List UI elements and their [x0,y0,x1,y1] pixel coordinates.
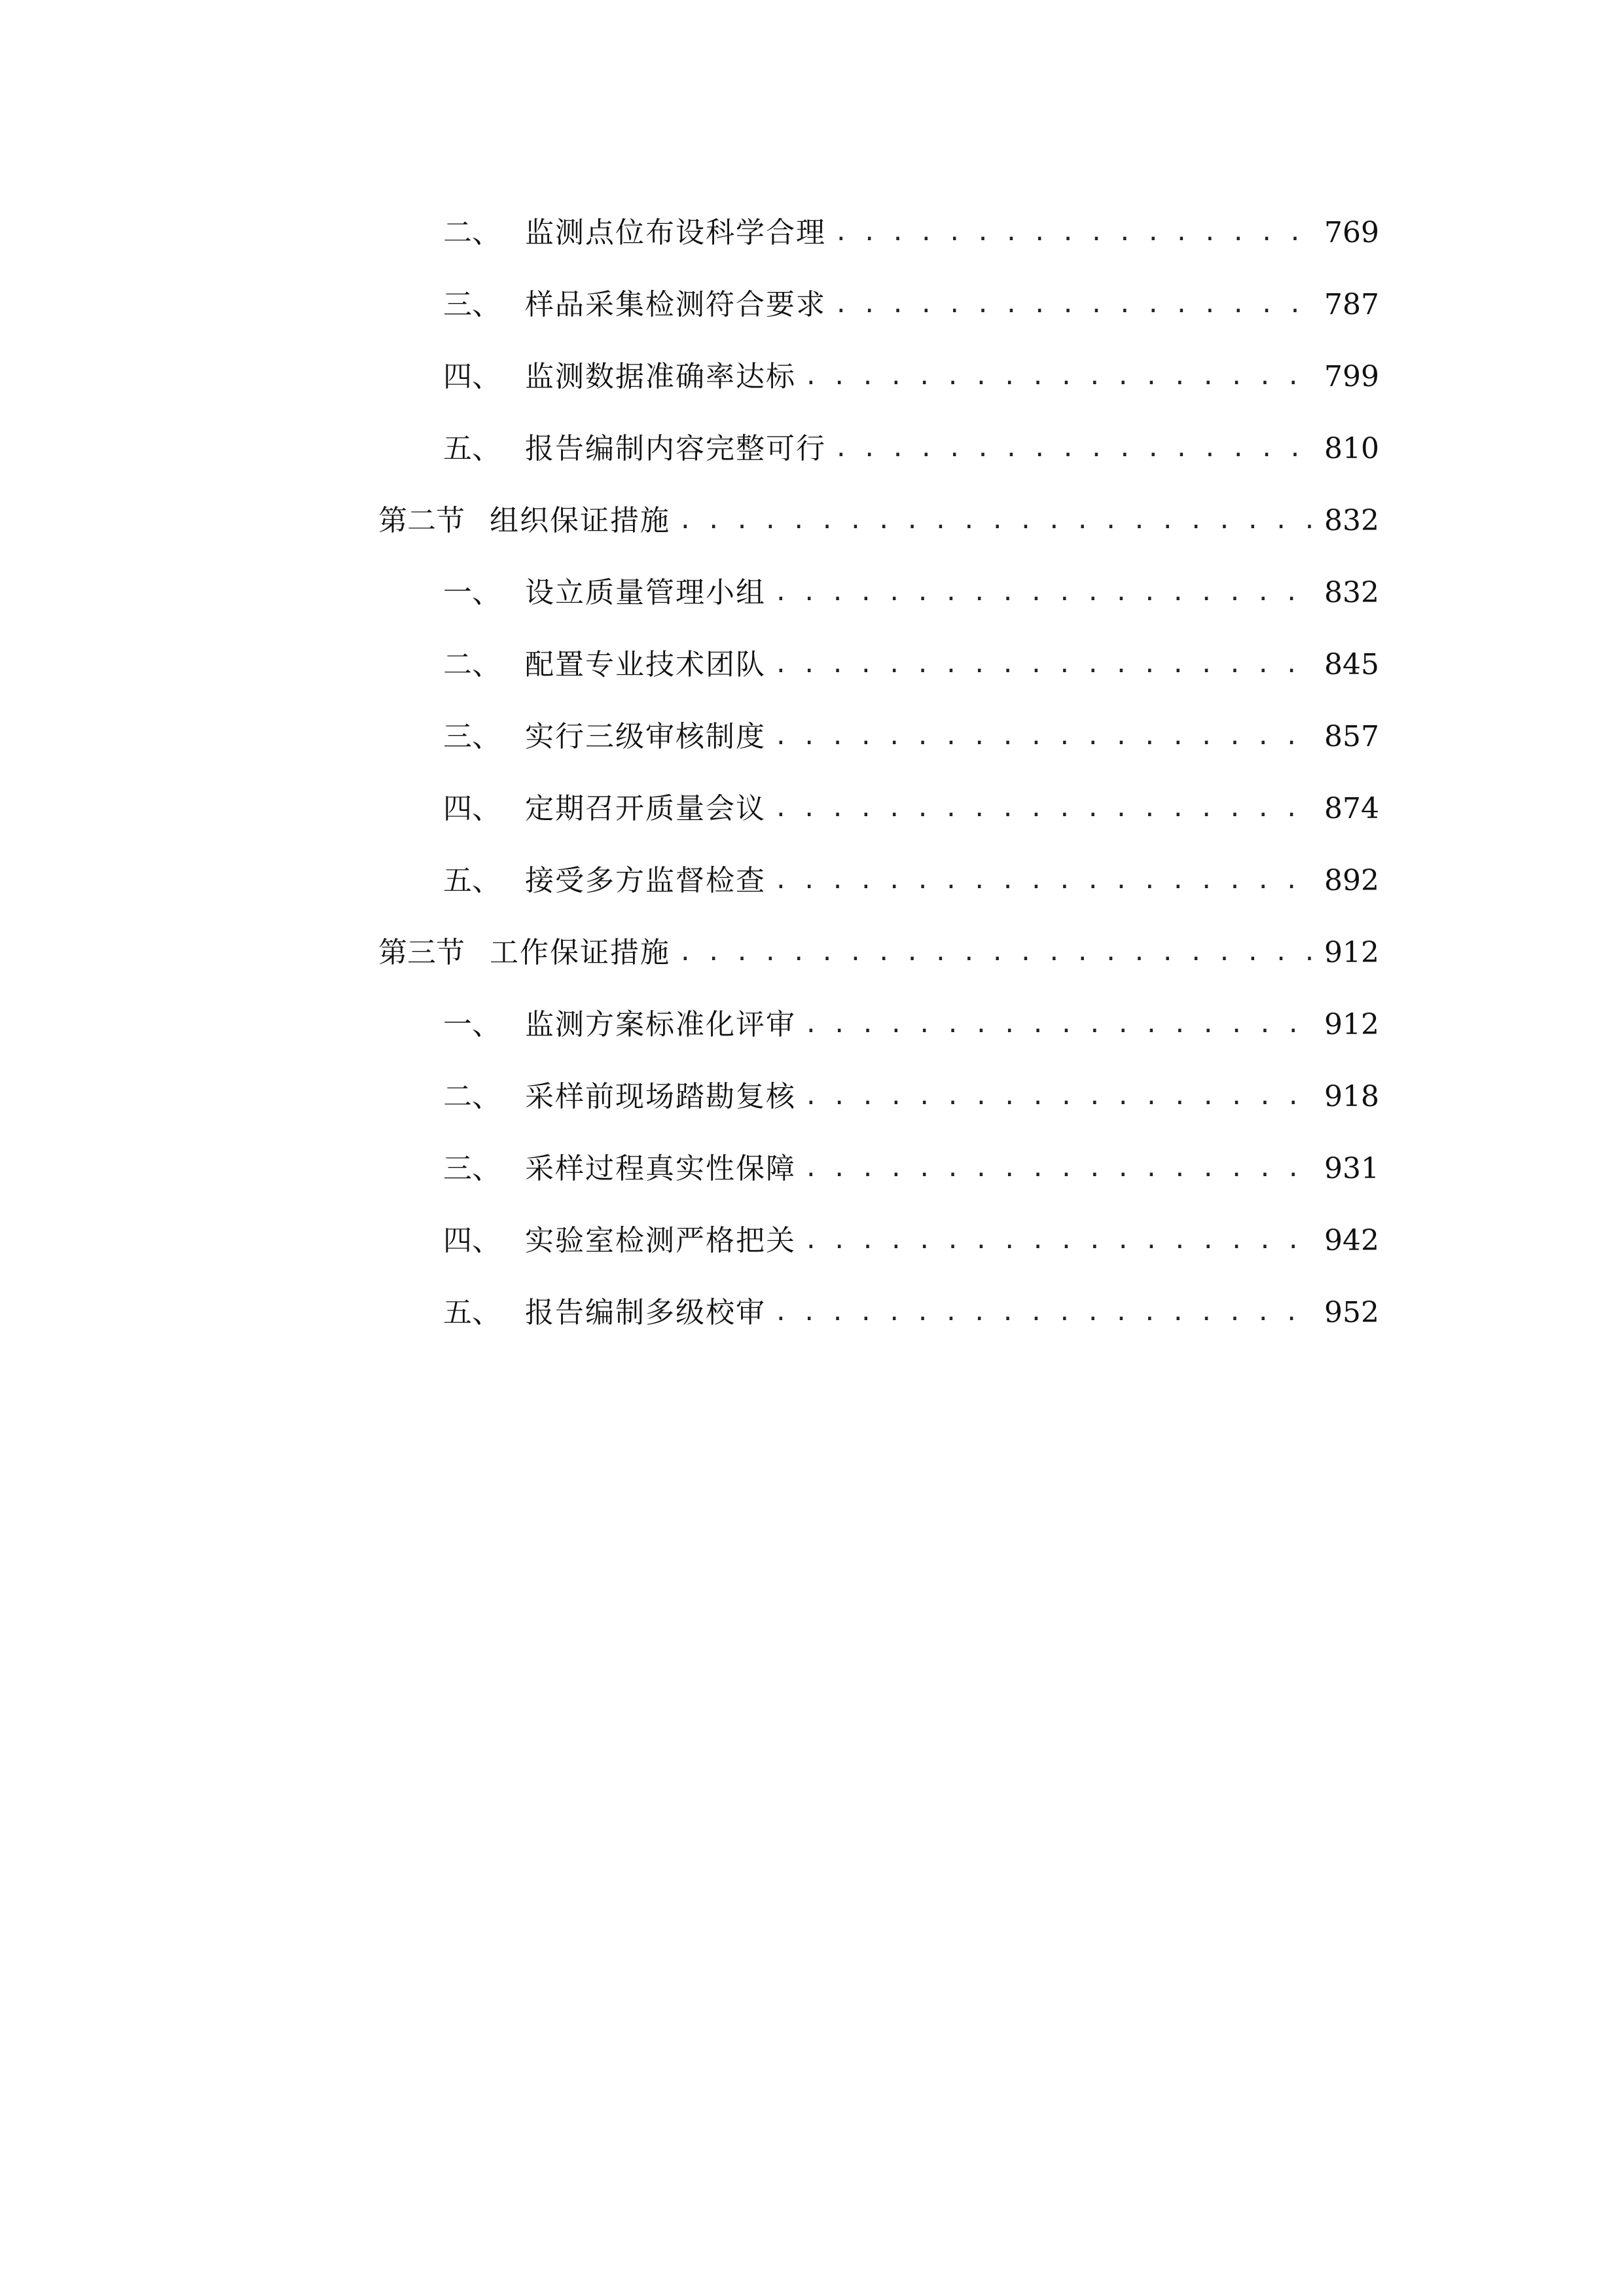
toc-entry-title: 监测数据准确率达标 [525,360,796,393]
toc-entry[interactable] [443,780,1379,827]
toc-entry[interactable] [443,1212,1379,1259]
toc-dot-leader [834,431,1315,467]
toc-entry-page: 769 [1324,216,1379,249]
toc-entry[interactable] [443,564,1379,611]
toc-entry-number: 二、 [443,648,501,681]
toc-entry[interactable] [443,348,1379,395]
toc-entry-title: 采样前现场踏勘复核 [525,1080,796,1113]
toc-entry-number: 一、 [443,576,501,609]
toc-dot-leader [678,935,1315,971]
toc-dot-leader [774,863,1315,899]
toc-dot-leader [804,359,1315,395]
toc-dot-leader [834,287,1315,323]
toc-entry-page: 787 [1324,288,1379,321]
toc-entry-page: 857 [1324,720,1379,753]
toc-entry-title: 报告编制多级校审 [525,1296,766,1329]
toc-dot-leader [804,1151,1315,1187]
toc-section-entry[interactable] [378,492,1379,539]
toc-dot-leader [804,1223,1315,1259]
toc-entry[interactable] [443,996,1379,1043]
toc-dot-leader [774,719,1315,755]
toc-section-page: 912 [1324,936,1379,969]
toc-entry-title: 采样过程真实性保障 [525,1152,796,1185]
toc-entry-number: 二、 [443,216,501,249]
toc-entry-number: 四、 [443,360,501,393]
toc-dot-leader [774,1295,1315,1331]
toc-dot-leader [774,575,1315,611]
toc-entry[interactable] [443,636,1379,683]
toc-entry-page: 874 [1324,792,1379,825]
toc-entry[interactable] [443,1140,1379,1187]
toc-entry-number: 三、 [443,288,501,321]
toc-entry-number: 二、 [443,1080,501,1113]
toc-dot-leader [774,791,1315,827]
toc-entry-title: 样品采集检测符合要求 [525,288,826,321]
toc-entry[interactable] [443,708,1379,755]
toc-entry-page: 942 [1324,1224,1379,1257]
toc-dot-leader [678,503,1315,539]
toc-entry-title: 配置专业技术团队 [525,648,766,681]
toc-entry-number: 三、 [443,1152,501,1185]
toc-entry-page: 810 [1324,432,1379,465]
toc-entry[interactable] [443,852,1379,899]
toc-entry-page: 892 [1324,864,1379,897]
toc-entry-number: 一、 [443,1008,501,1041]
toc-entry-title: 监测方案标准化评审 [525,1008,796,1041]
toc-entry-page: 952 [1324,1296,1379,1329]
toc-entry[interactable] [443,1284,1379,1331]
toc-dot-leader [804,1007,1315,1043]
toc-entry[interactable] [443,1068,1379,1115]
toc-entry-page: 931 [1324,1152,1379,1185]
toc-entry-page: 845 [1324,648,1379,681]
toc-section-number: 第二节 [378,504,465,537]
toc-entry-page: 918 [1324,1080,1379,1113]
toc-dot-leader [804,1079,1315,1115]
toc-entry-number: 四、 [443,792,501,825]
toc-entry-title: 报告编制内容完整可行 [525,432,826,465]
toc-section-title: 组织保证措施 [490,504,670,537]
toc-entry[interactable] [443,420,1379,467]
toc-entry-title: 实验室检测严格把关 [525,1224,796,1257]
toc-entry-title: 监测点位布设科学合理 [525,216,826,249]
toc-entry-title: 实行三级审核制度 [525,720,766,753]
toc-entry-number: 五、 [443,864,501,897]
toc-entry-number: 四、 [443,1224,501,1257]
toc-dot-leader [774,647,1315,683]
toc-section-title: 工作保证措施 [490,936,670,969]
toc-entry-title: 设立质量管理小组 [525,576,766,609]
toc-dot-leader [834,215,1315,251]
toc-entry[interactable] [443,204,1379,251]
toc-entry-page: 832 [1324,576,1379,609]
toc-section-page: 832 [1324,504,1379,537]
toc-entry-title: 定期召开质量会议 [525,792,766,825]
toc-entry-number: 五、 [443,432,501,465]
toc-entry-number: 五、 [443,1296,501,1329]
toc-entry-page: 799 [1324,360,1379,393]
toc-entry-number: 三、 [443,720,501,753]
toc-section-number: 第三节 [378,936,465,969]
toc-section-entry[interactable] [378,924,1379,971]
toc-entry-page: 912 [1324,1008,1379,1041]
toc-entry[interactable] [443,276,1379,323]
toc-entry-title: 接受多方监督检查 [525,864,766,897]
